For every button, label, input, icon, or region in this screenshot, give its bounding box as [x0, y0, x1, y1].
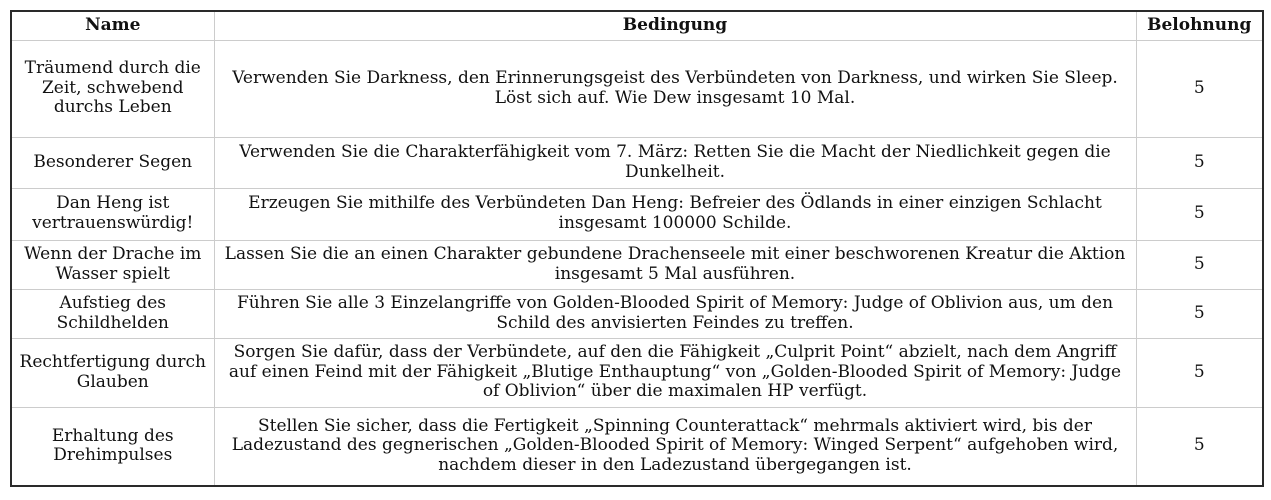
table-row — [11, 289, 1263, 338]
name-cell: Träumend durch die Zeit, schwebend durchs Leben — [11, 40, 214, 137]
condition-cell: Verwenden Sie Darkness, den Erinnerungsgeist des Verbündeten von Darkness, und wirken Sie Sleep. Löst sich auf. Wie Dew insgesamt 10 Mal. — [214, 40, 1136, 137]
table-row — [11, 240, 1263, 289]
name-cell: Besonderer Segen — [11, 137, 214, 188]
table-row — [11, 188, 1263, 240]
condition-cell: Verwenden Sie die Charakterfähigkeit vom 7. März: Retten Sie die Macht der Niedlichkeit gegen die Dunkelheit. — [214, 137, 1136, 188]
name-cell: Rechtfertigung durch Glauben — [11, 338, 214, 407]
condition-cell: Lassen Sie die an einen Charakter gebundene Drachenseele mit einer beschworenen Kreatur die Aktion insgesamt 5 Mal ausführen. — [214, 240, 1136, 289]
name-cell: Erhaltung des Drehimpulses — [11, 407, 214, 486]
condition-cell: Sorgen Sie dafür, dass der Verbündete, auf den die Fähigkeit „Culprit Point“ abzielt, nach dem Angriff auf einen Feind mit der Fähigkeit „Blutige Enthauptung“ von „Golden-Blooded Spirit of Memory: Judge of Oblivion“ über die maximalen HP verfügt. — [214, 338, 1136, 407]
reward-cell: 5 — [1136, 338, 1263, 407]
condition-cell: Stellen Sie sicher, dass die Fertigkeit „Spinning Counterattack“ mehrmals aktiviert wird, bis der Ladezustand des gegnerischen „Golden-Blooded Spirit of Memory: Winged Serpent“ aufgehoben wird, nachdem dieser in den Ladezustand übergegangen ist. — [214, 407, 1136, 486]
table-row — [11, 338, 1263, 407]
reward-cell: 5 — [1136, 188, 1263, 240]
reward-cell: 5 — [1136, 289, 1263, 338]
table-row — [11, 407, 1263, 486]
reward-cell: 5 — [1136, 40, 1263, 137]
table-row — [11, 137, 1263, 188]
name-cell: Aufstieg des Schildhelden — [11, 289, 214, 338]
table-row — [11, 40, 1263, 137]
name-cell: Wenn der Drache im Wasser spielt — [11, 240, 214, 289]
reward-cell: 5 — [1136, 137, 1263, 188]
column-header-condition: Bedingung — [214, 11, 1136, 40]
reward-cell: 5 — [1136, 407, 1263, 486]
column-header-reward: Belohnung — [1136, 11, 1263, 40]
column-header-name: Name — [11, 11, 214, 40]
condition-cell: Führen Sie alle 3 Einzelangriffe von Golden-Blooded Spirit of Memory: Judge of Oblivion aus, um den Schild des anvisierten Feindes zu treffen. — [214, 289, 1136, 338]
header-row — [11, 11, 1263, 40]
condition-cell: Erzeugen Sie mithilfe des Verbündeten Dan Heng: Befreier des Ödlands in einer einzigen Schlacht insgesamt 100000 Schilde. — [214, 188, 1136, 240]
name-cell: Dan Heng ist vertrauenswürdig! — [11, 188, 214, 240]
achievements-table — [10, 10, 1264, 487]
reward-cell: 5 — [1136, 240, 1263, 289]
